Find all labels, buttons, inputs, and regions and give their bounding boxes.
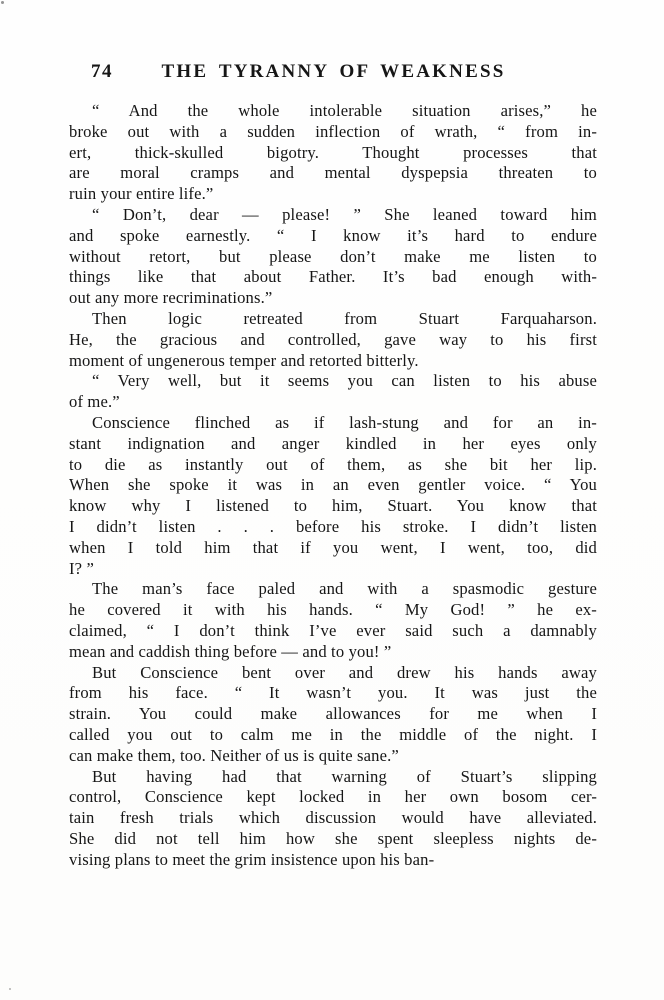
- paragraph: [69, 579, 597, 662]
- text-line: and spoke earnestly. “ I know it’s hard to endure: [69, 225, 597, 245]
- text-line: out any more recriminations.”: [69, 288, 273, 308]
- running-title: THE TYRANNY OF WEAKNESS: [161, 61, 506, 82]
- text-line: “ Very well, but it seems you can listen to his abuse: [92, 371, 597, 391]
- page-body: [69, 101, 597, 870]
- text-line: broke out with a sudden inflection of wrath, “ from in-: [69, 121, 597, 141]
- text-line: are moral cramps and mental dyspepsia threaten to: [69, 163, 597, 183]
- text-line: from his face. “ It wasn’t you. It was just the: [69, 683, 597, 703]
- text-line: when I told him that if you went, I went, too, did: [69, 537, 597, 557]
- text-line: Then logic retreated from Stuart Farquaharson.: [92, 308, 597, 328]
- text-line: called you out to calm me in the middle of the night. I: [69, 724, 597, 744]
- text-line: claimed, “ I don’t think I’ve ever said such a damnably: [69, 620, 597, 640]
- text-line: She did not tell him how she spent sleepless nights de-: [69, 828, 597, 848]
- paragraph: [69, 663, 597, 767]
- paragraph: [69, 101, 597, 205]
- text-line: I didn’t listen . . . before his stroke. I didn’t listen: [69, 516, 597, 536]
- text-line: control, Conscience kept locked in her own bosom cer-: [69, 787, 597, 807]
- text-line: he covered it with his hands. “ My God! ” he ex-: [69, 600, 597, 620]
- text-line: stant indignation and anger kindled in her eyes only: [69, 433, 597, 453]
- paragraph: [69, 205, 597, 309]
- text-line: But having had that warning of Stuart’s slipping: [92, 766, 597, 786]
- text-line: of me.”: [69, 392, 120, 412]
- text-line: “ And the whole intolerable situation arises,” he: [92, 101, 597, 120]
- text-line: without retort, but please don’t make me listen to: [69, 246, 597, 266]
- paragraph: [69, 309, 597, 371]
- text-line: When she spoke it was in an even gentler voice. “ You: [69, 475, 597, 495]
- scan-artifact: [1, 1, 4, 4]
- text-line: He, the gracious and controlled, gave way to his first: [69, 329, 597, 349]
- text-line: can make them, too. Neither of us is quite sane.”: [69, 745, 399, 765]
- text-line: ert, thick-skulled bigotry. Thought processes that: [69, 142, 597, 162]
- text-line: The man’s face paled and with a spasmodic gesture: [92, 579, 597, 599]
- text-line: things like that about Father. It’s bad enough with-: [69, 267, 597, 287]
- paragraph: [69, 413, 597, 579]
- text-line: strain. You could make allowances for me when I: [69, 704, 597, 724]
- text-line: “ Don’t, dear — please! ” She leaned toward him: [92, 204, 597, 224]
- text-line: know why I listened to him, Stuart. You know that: [69, 496, 597, 516]
- text-line: tain fresh trials which discussion would have alleviated.: [69, 808, 597, 828]
- paragraph: [69, 371, 597, 413]
- scan-artifact: [9, 988, 11, 990]
- text-line: moment of ungenerous temper and retorted bitterly.: [69, 350, 419, 370]
- text-line: But Conscience bent over and drew his hands away: [92, 662, 597, 682]
- paragraph: [69, 767, 597, 871]
- page-header: [70, 61, 597, 85]
- text-line: vising plans to meet the grim insistence upon his ban-: [69, 849, 435, 869]
- text-line: ruin your entire life.”: [69, 184, 214, 204]
- text-line: I? ”: [69, 558, 95, 578]
- text-line: mean and caddish thing before — and to you! ”: [69, 641, 392, 661]
- text-line: to die as instantly out of them, as she bit her lip.: [69, 454, 597, 474]
- text-line: Conscience flinched as if lash-stung and for an in-: [92, 412, 597, 432]
- page-number: 74: [91, 61, 113, 82]
